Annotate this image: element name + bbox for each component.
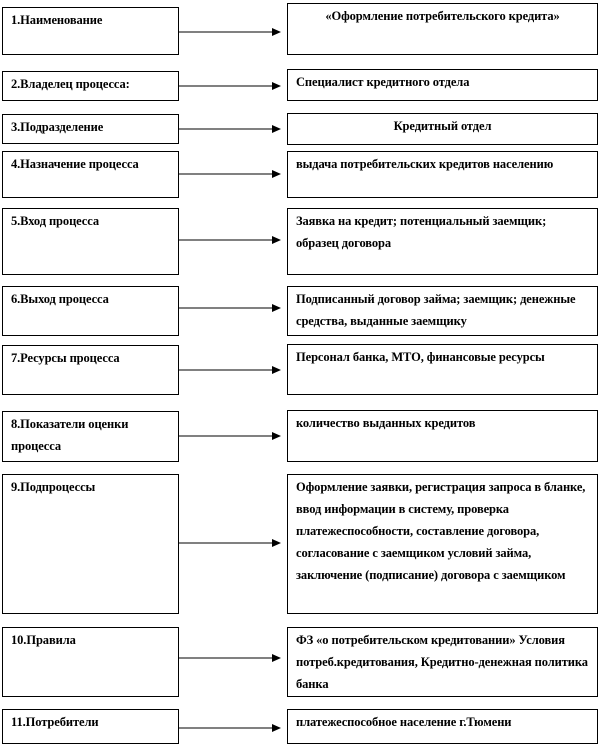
row-7-label: 7.Ресурсы процесса: [2, 345, 179, 395]
row-3-label: 3.Подразделение: [2, 114, 179, 144]
row-8-value: количество выданных кредитов: [287, 410, 598, 462]
row-10-label: 10.Правила: [2, 627, 179, 697]
row-3-value: Кредитный отдел: [287, 113, 598, 145]
row-6-value: Подписанный договор займа; заемщик; денежные средства, выданные заемщику: [287, 286, 598, 336]
row-4-label: 4.Назначение процесса: [2, 151, 179, 198]
row-5-value: Заявка на кредит; потенциальный заемщик; образец договора: [287, 208, 598, 275]
row-1-label: 1.Наименование: [2, 7, 179, 55]
row-2-value: Специалист кредитного отдела: [287, 69, 598, 101]
row-7-value: Персонал банка, МТО, финансовые ресурсы: [287, 344, 598, 395]
row-10-value: ФЗ «о потребительском кредитовании» Условия потреб.кредитования, Кредитно-денежная политика банка: [287, 627, 598, 697]
row-8-label: 8.Показатели оценки процесса: [2, 411, 179, 462]
row-11-label: 11.Потребители: [2, 709, 179, 744]
row-9-label: 9.Подпроцессы: [2, 474, 179, 614]
row-1-value: «Оформление потребительского кредита»: [287, 3, 598, 55]
row-5-label: 5.Вход процесса: [2, 208, 179, 275]
row-6-label: 6.Выход процесса: [2, 286, 179, 336]
row-9-value: Оформление заявки, регистрация запроса в бланке, ввод информации в систему, проверка платежеспособности, составление договора, согласование с заемщиком условий займа, заключение (подписание) договора с заемщиком: [287, 474, 598, 614]
row-11-value: платежеспособное население г.Тюмени: [287, 709, 598, 744]
row-4-value: выдача потребительских кредитов населению: [287, 151, 598, 198]
row-2-label: 2.Владелец процесса:: [2, 71, 179, 101]
